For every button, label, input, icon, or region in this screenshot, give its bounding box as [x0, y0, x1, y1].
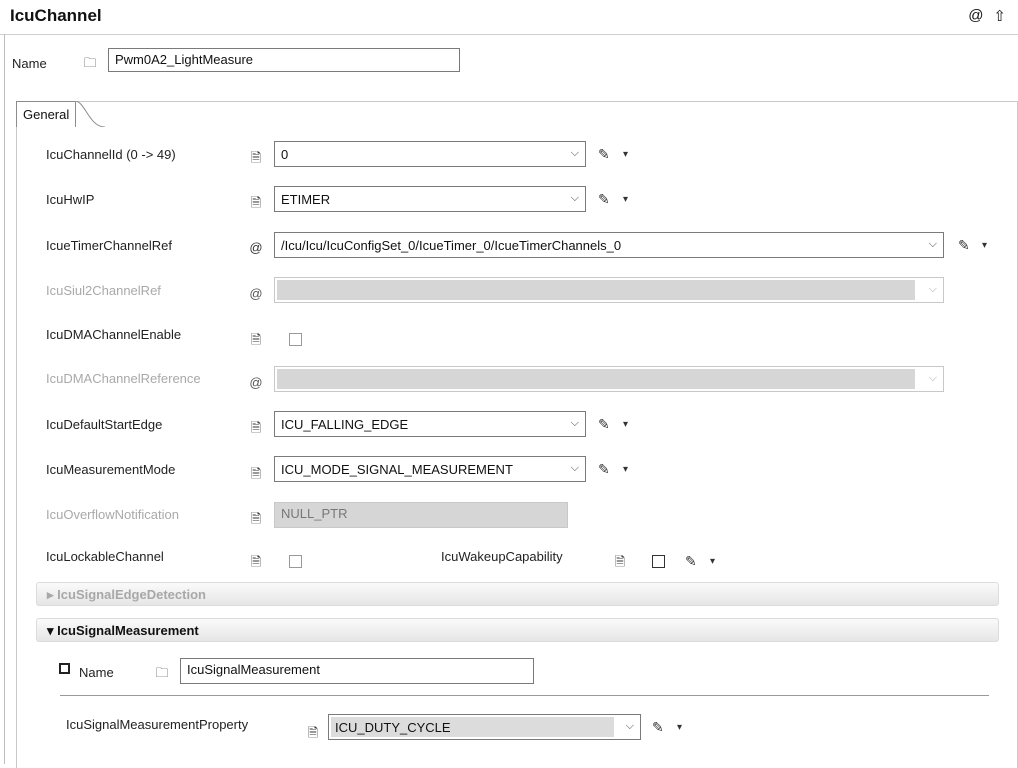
channel-id-input[interactable]: [274, 141, 586, 167]
channel-id-value: 0: [281, 147, 289, 162]
folder-icon[interactable]: 🗀: [83, 55, 97, 70]
measurement-mode-select[interactable]: [274, 456, 586, 482]
edit-icon[interactable]: ✎: [598, 416, 610, 432]
title-actions: [968, 7, 1006, 25]
dropdown-arrow-icon[interactable]: ▾: [982, 240, 988, 251]
divider: [60, 695, 989, 696]
dma-ref-label: IcuDMAChannelReference: [46, 371, 201, 386]
name-field[interactable]: Pwm0A2_LightMeasure: [108, 48, 460, 72]
lockable-channel-checkbox[interactable]: [289, 555, 302, 568]
dropdown-arrow-icon[interactable]: ▾: [710, 556, 716, 567]
lockable-channel-label: IcuLockableChannel: [46, 549, 164, 564]
at-icon[interactable]: @: [968, 7, 984, 24]
dma-ref-select: [274, 366, 944, 392]
wakeup-capability-label: IcuWakeupCapability: [441, 549, 563, 564]
section-label: IcuSignalMeasurement: [57, 623, 199, 638]
overflow-notification-label: IcuOverflowNotification: [46, 507, 179, 522]
dma-enable-label: IcuDMAChannelEnable: [46, 327, 182, 342]
reference-icon: @: [249, 240, 263, 255]
string-param-icon: 🗎: [250, 511, 262, 526]
dropdown-arrow-icon[interactable]: ▾: [677, 722, 683, 733]
wakeup-capability-checkbox[interactable]: [652, 555, 665, 568]
chevron-down-icon: ⌵: [625, 720, 634, 732]
pencil-icon[interactable]: ✎: [598, 191, 610, 207]
siul2-ref-label: IcuSiul2ChannelRef: [46, 283, 161, 298]
measurement-mode-value: ICU_MODE_SIGNAL_MEASUREMENT: [281, 462, 513, 477]
editor-title-bar: [0, 0, 1018, 35]
section-signal-edge-detection[interactable]: [36, 582, 999, 606]
editor-title: IcuChannel: [10, 6, 102, 25]
sm-property-label: IcuSignalMeasurementProperty: [66, 717, 249, 732]
section-label: IcuSignalEdgeDetection: [57, 587, 206, 602]
folder-icon[interactable]: 🗀: [155, 665, 169, 680]
channel-id-label: IcuChannelId (0 -> 49): [46, 147, 176, 162]
sm-property-select[interactable]: [328, 714, 641, 740]
dma-enable-checkbox[interactable]: [289, 333, 302, 346]
chevron-down-icon: ⌵: [928, 283, 937, 295]
start-edge-value: ICU_FALLING_EDGE: [281, 417, 409, 432]
chevron-down-icon: ⌵: [570, 462, 579, 474]
tab-slant: [75, 101, 105, 127]
siul2-ref-select: [274, 277, 944, 303]
container-icon: [59, 663, 70, 674]
enum-param-icon: 🗎: [307, 725, 319, 740]
edit-icon[interactable]: ✎: [958, 237, 970, 253]
chevron-down-icon: ⌵: [928, 372, 937, 384]
section-signal-measurement[interactable]: [36, 618, 999, 642]
etimer-ref-label: IcueTimerChannelRef: [46, 238, 172, 253]
left-border: [4, 34, 5, 764]
hw-ip-select[interactable]: [274, 186, 586, 212]
disabled-fill: [277, 280, 915, 300]
chevron-down-icon: ⌵: [570, 147, 579, 159]
boolean-param-icon: 🗎: [614, 554, 626, 569]
hw-ip-label: IcuHwIP: [46, 192, 95, 207]
dropdown-arrow-icon[interactable]: ▾: [623, 149, 629, 160]
enum-param-icon: 🗎: [250, 420, 262, 435]
name-label: Name: [12, 56, 47, 71]
boolean-param-icon: 🗎: [250, 332, 262, 347]
sm-name-field[interactable]: IcuSignalMeasurement: [180, 658, 534, 684]
dropdown-arrow-icon[interactable]: ▾: [623, 464, 629, 475]
chevron-down-icon: ⌵: [570, 417, 579, 429]
measurement-mode-label: IcuMeasurementMode: [46, 462, 176, 477]
etimer-ref-select[interactable]: [274, 232, 944, 258]
edit-icon[interactable]: ✎: [598, 461, 610, 477]
up-arrow-icon[interactable]: ⇧: [993, 8, 1006, 25]
disabled-fill: [277, 369, 915, 389]
overflow-notification-field: NULL_PTR: [274, 502, 568, 528]
sm-property-value: ICU_DUTY_CYCLE: [335, 720, 451, 735]
enum-param-icon: 🗎: [250, 466, 262, 481]
chevron-down-icon: ⌵: [570, 192, 579, 204]
reference-icon: @: [249, 286, 263, 301]
collapse-icon: ▾: [47, 623, 54, 638]
tab-general[interactable]: General: [16, 101, 76, 127]
number-param-icon: 🗎: [250, 150, 262, 165]
pencil-icon[interactable]: ✎: [685, 553, 697, 569]
chevron-down-icon: ⌵: [928, 238, 937, 250]
dropdown-arrow-icon[interactable]: ▾: [623, 419, 629, 430]
sm-name-label: Name: [79, 665, 114, 680]
enum-param-icon: 🗎: [250, 195, 262, 210]
dropdown-arrow-icon[interactable]: ▾: [623, 194, 629, 205]
expand-icon: ▸: [47, 587, 54, 602]
edit-icon[interactable]: ✎: [598, 146, 610, 162]
boolean-param-icon: 🗎: [250, 554, 262, 569]
start-edge-select[interactable]: [274, 411, 586, 437]
pencil-icon[interactable]: ✎: [652, 719, 664, 735]
reference-icon: @: [249, 375, 263, 390]
hw-ip-value: ETIMER: [281, 192, 331, 207]
etimer-ref-value: /Icu/Icu/IcuConfigSet_0/IcueTimer_0/IcueTimerChannels_0: [281, 238, 622, 253]
start-edge-label: IcuDefaultStartEdge: [46, 417, 163, 432]
